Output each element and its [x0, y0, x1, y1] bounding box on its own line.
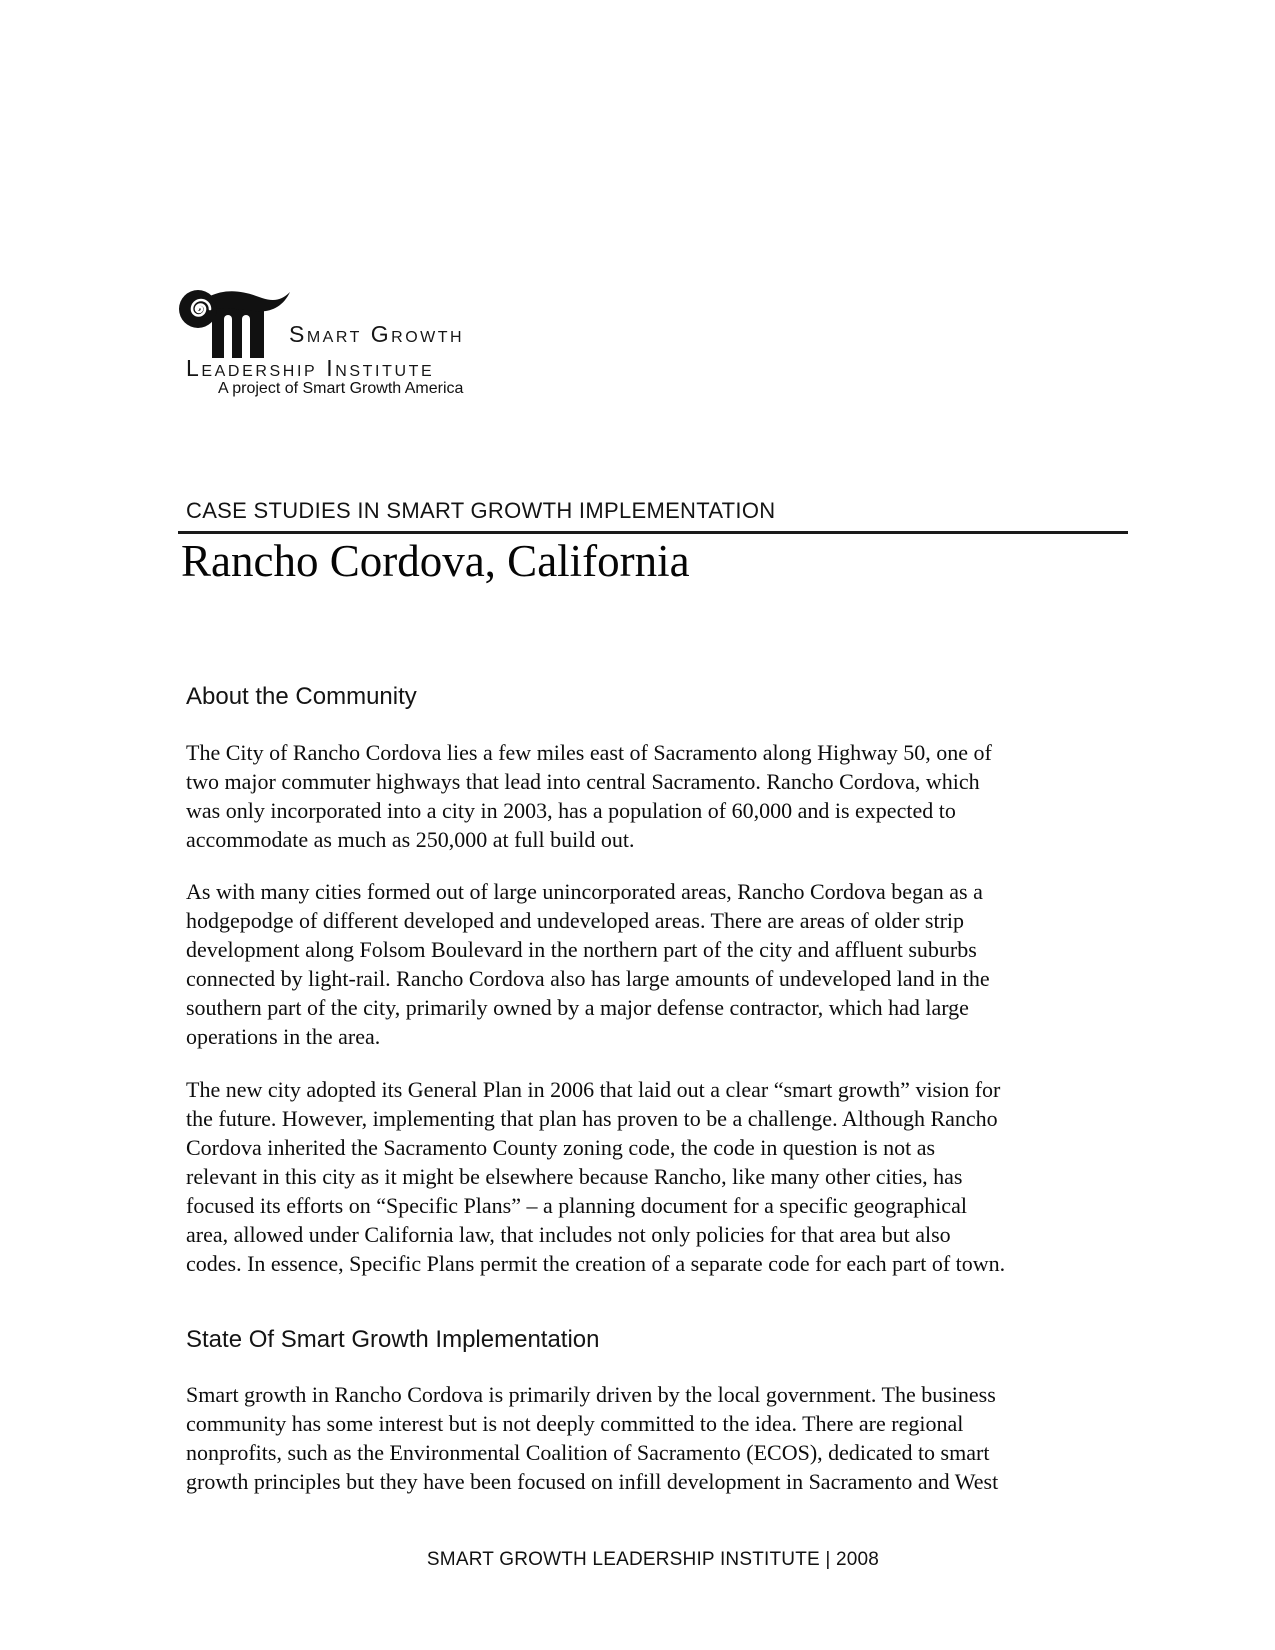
ionic-column-icon — [178, 284, 292, 360]
paragraph-line: Cordova inherited the Sacramento County zoning code, the code in question is not as — [186, 1135, 936, 1160]
section-heading-state: State Of Smart Growth Implementation — [186, 1326, 600, 1353]
paragraph-line: relevant in this city as it might be elsewhere because Rancho, like many other cities, has — [186, 1164, 963, 1189]
paragraph-line: growth principles but they have been focused on infill development in Sacramento and West — [186, 1469, 999, 1494]
paragraph-line: connected by light-rail. Rancho Cordova also has large amounts of undeveloped land in the — [186, 966, 990, 991]
paragraph-line: codes. In essence, Specific Plans permit the creation of a separate code for each part of town. — [186, 1251, 1006, 1276]
paragraph-line: was only incorporated into a city in 2003, has a population of 60,000 and is expected to — [186, 798, 956, 823]
paragraph-line: As with many cities formed out of large unincorporated areas, Rancho Cordova began as a — [186, 879, 983, 904]
paragraph-line: community has some interest but is not deeply committed to the idea. There are regional — [186, 1411, 964, 1436]
section-heading-about: About the Community — [186, 683, 417, 710]
paragraph-line: southern part of the city, primarily owned by a major defense contractor, which had large — [186, 995, 969, 1020]
paragraph-line: the future. However, implementing that plan has proven to be a challenge. Although Rancho — [186, 1106, 998, 1131]
logo-tagline: A project of Smart Growth America — [218, 380, 464, 397]
paragraph-line: development along Folsom Boulevard in the northern part of the city and affluent suburbs — [186, 937, 977, 962]
logo-wordmark-line2: Leadership Institute — [186, 355, 435, 381]
paragraph-line: The City of Rancho Cordova lies a few miles east of Sacramento along Highway 50, one of — [186, 740, 992, 765]
paragraph — [186, 877, 1136, 1051]
page-title: Rancho Cordova, California — [181, 536, 690, 586]
page-footer: SMART GROWTH LEADERSHIP INSTITUTE | 2008 — [426, 1549, 880, 1570]
paragraph — [186, 1380, 1136, 1496]
paragraph — [186, 1075, 1136, 1278]
series-kicker: CASE STUDIES IN SMART GROWTH IMPLEMENTATION — [186, 498, 776, 523]
logo-wordmark-line1: Smart Growth — [289, 321, 465, 347]
paragraph-line: accommodate as much as 250,000 at full build out. — [186, 827, 635, 852]
paragraph-line: operations in the area. — [186, 1024, 381, 1049]
paragraph-line: focused its efforts on “Specific Plans” – a planning document for a specific geographical — [186, 1193, 967, 1218]
paragraph-line: Smart growth in Rancho Cordova is primarily driven by the local government. The business — [186, 1382, 996, 1407]
paragraph-line: two major commuter highways that lead into central Sacramento. Rancho Cordova, which — [186, 769, 980, 794]
paragraph-line: hodgepodge of different developed and undeveloped areas. There are areas of older strip — [186, 908, 965, 933]
paragraph-line: The new city adopted its General Plan in 2006 that laid out a clear “smart growth” vision for — [186, 1077, 1001, 1102]
paragraph-line: nonprofits, such as the Environmental Coalition of Sacramento (ECOS), dedicated to smart — [186, 1440, 990, 1465]
paragraph-line: area, allowed under California law, that includes not only policies for that area but also — [186, 1222, 951, 1247]
paragraph — [186, 738, 1136, 854]
